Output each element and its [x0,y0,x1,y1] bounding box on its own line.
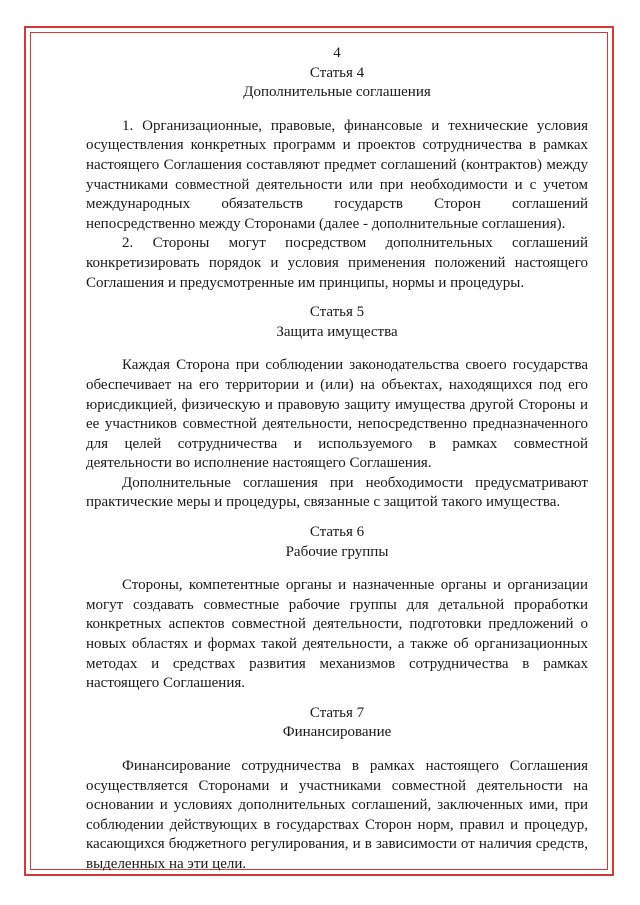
document-body [86,44,588,875]
article-paragraph: Стороны, компетентные органы и назначенные органы и организации могут создавать совместные рабочие группы для детальной проработки конкретных аспектов совместной деятельности, подготовки предложений о новых областях и формах такой деятельности, а также об организационных методах и средствах развития механизмов сотрудничества в рамках настоящего Соглашения. [86,577,588,692]
article-title: Статья 5 [309,304,365,321]
article-subtitle: Рабочие группы [285,543,389,560]
article-title: Статья 7 [309,704,365,721]
article-paragraph: Дополнительные соглашения при необходимости предусматривают практические меры и процедуры, связанные с защитой такого имущества. [86,474,588,511]
article-subtitle: Защита имущества [276,323,398,340]
page-number: 4 [333,45,341,61]
article-title: Статья 6 [309,524,365,541]
article-subtitle: Финансирование [282,724,392,741]
article-paragraph: 2. Стороны могут посредством дополнительных соглашений конкретизировать порядок и условия применения положений настоящего Соглашения и предусмотренные им принципы, нормы и процедуры. [86,235,588,291]
article-subtitle: Дополнительные соглашения [243,84,431,101]
article-paragraph: Финансирование сотрудничества в рамках настоящего Соглашения осуществляется Сторонами и участниками совместной деятельности на основании и условиях дополнительных соглашений, заключенных ими, при соблюдении действующих в государствах Сторон норм, правил и процедур, касающихся бюджетного регулирования, и в зависимости от наличия средств, выделенных на эти цели. [86,758,588,872]
article-paragraph: Каждая Сторона при соблюдении законодательства своего государства обеспечивает на его территории и (или) на объектах, находящихся под его юрисдикцией, физическую и правовую защиту имущества другой Стороны и ее участников совместной деятельности, непосредственно предназначенного для целей сотрудничества и используемого в рамках совместной деятельности во исполнение настоящего Соглашения. [86,357,588,472]
article-title: Статья 4 [309,64,365,81]
article-paragraph: 1. Организационные, правовые, финансовые и технические условия осуществления конкретных программ и проектов сотрудничества в рамках настоящего Соглашения составляют предмет соглашений (контрактов) между участниками совместной деятельности или при необходимости и с учетом международных обязательств государств Сторон соглашений непосредственно между Сторонами (далее - дополнительные соглашения). [86,117,588,232]
